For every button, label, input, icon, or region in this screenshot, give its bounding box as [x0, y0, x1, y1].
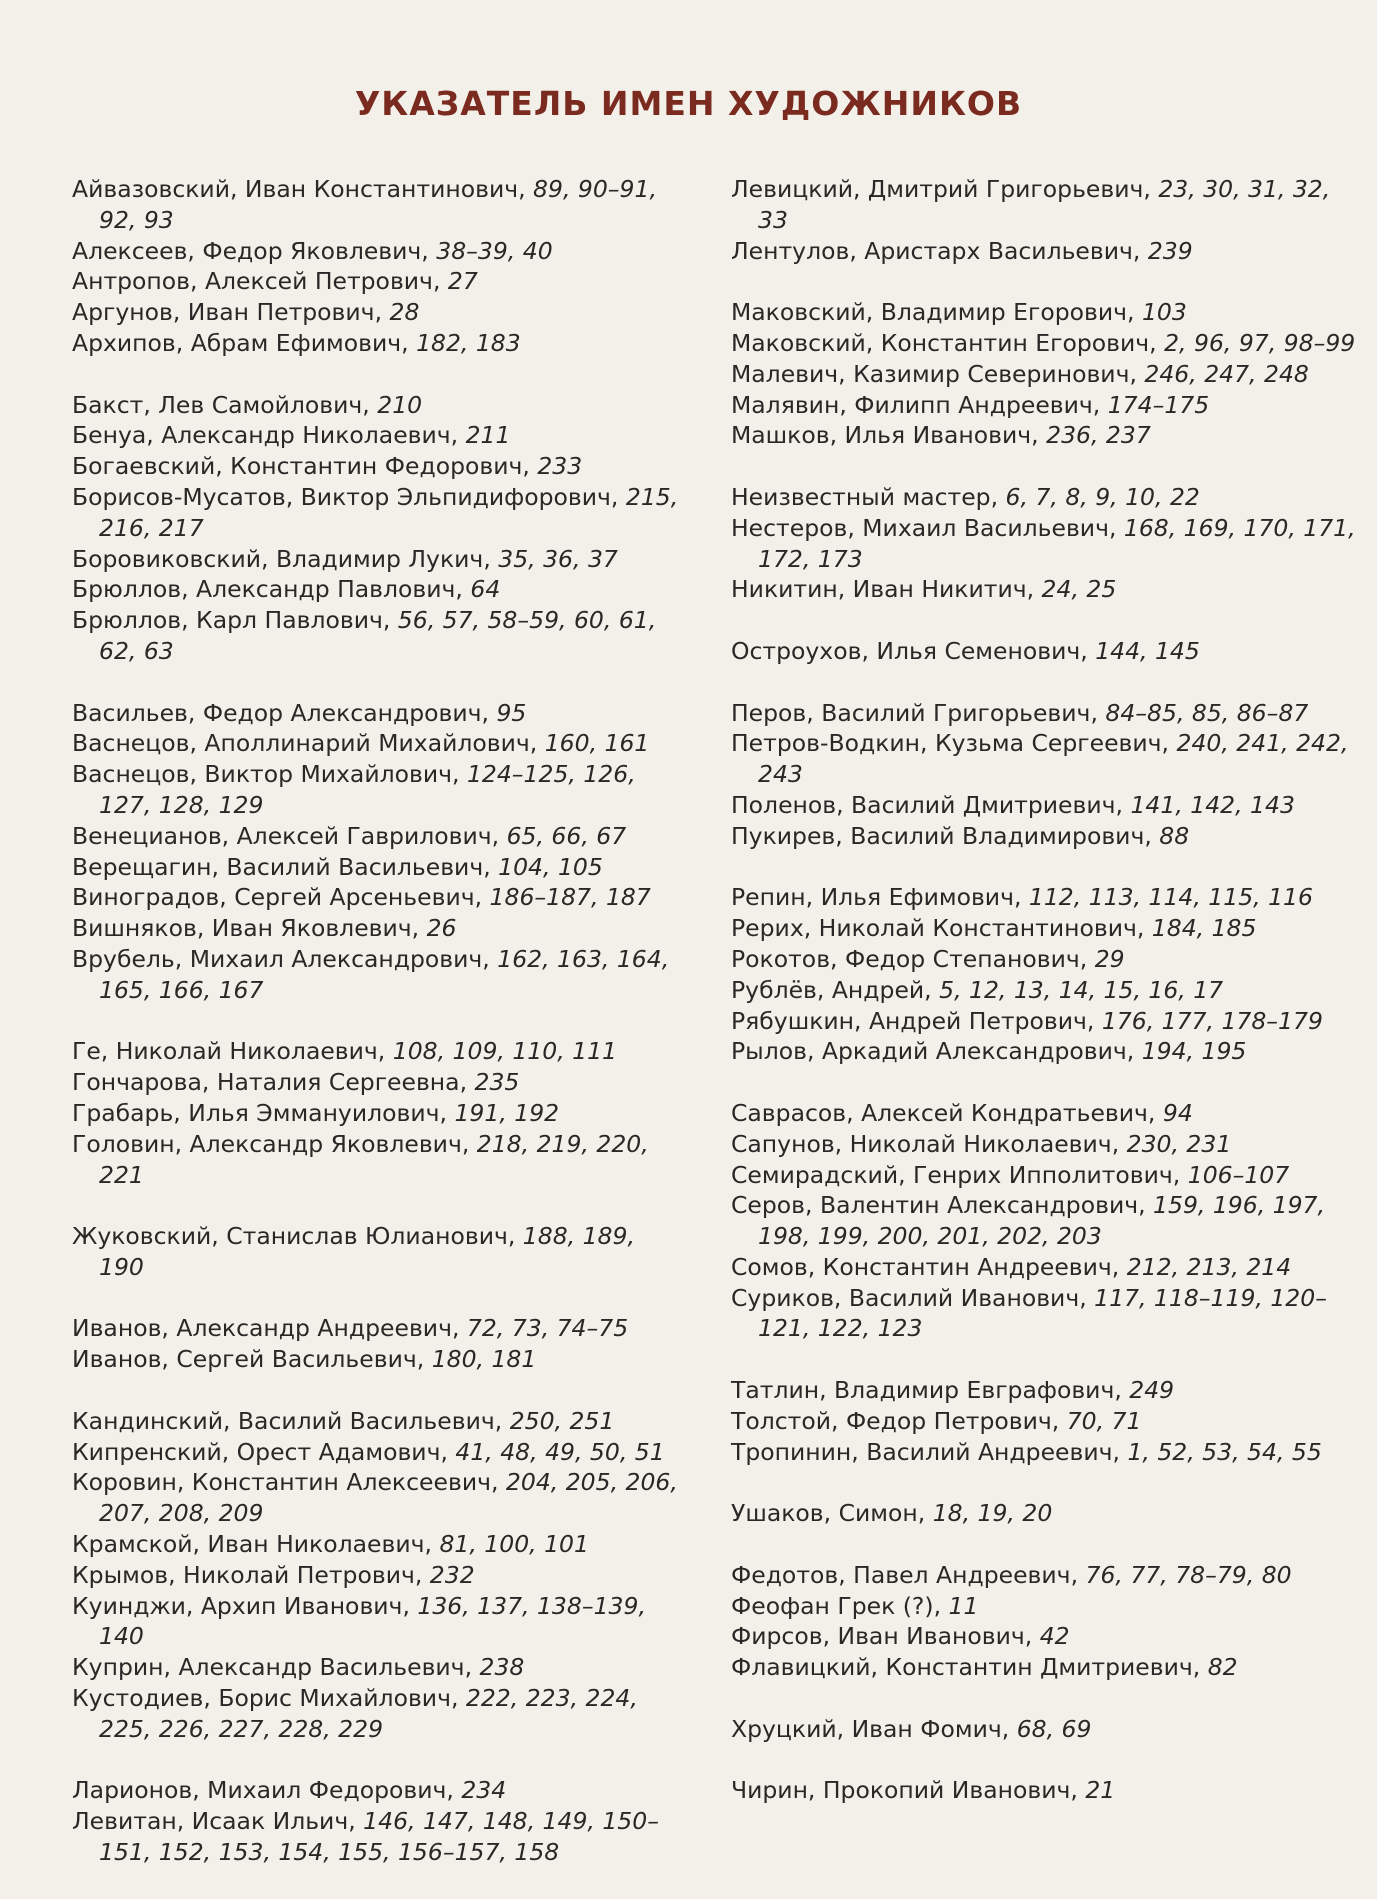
index-entry	[72, 390, 687, 421]
index-entry	[72, 1098, 687, 1129]
page-numbers: 2, 96, 97, 98–99	[1164, 328, 1356, 357]
artist-name: Жуковский, Станислав Юлианович,	[72, 1222, 523, 1251]
index-entry	[731, 1591, 1356, 1622]
page-numbers: 5, 12, 13, 14, 15, 16, 17	[939, 975, 1224, 1004]
artist-name: Федотов, Павел Андреевич,	[731, 1560, 1086, 1589]
page-numbers: 89, 90–91, 92, 93	[99, 175, 657, 234]
artist-name: Неизвестный мастер,	[731, 482, 1006, 511]
artist-name: Малявин, Филипп Андреевич,	[731, 390, 1108, 419]
artist-name: Иванов, Сергей Васильевич,	[72, 1345, 432, 1374]
artist-name: Богаевский, Константин Федорович,	[72, 452, 538, 481]
index-entry	[731, 728, 1356, 790]
letter-group	[72, 1406, 687, 1745]
index-entry	[72, 759, 687, 821]
artist-name: Ларионов, Михаил Федорович,	[72, 1776, 462, 1805]
letter-group	[731, 698, 1356, 852]
artist-name: Репин, Илья Ефимович,	[731, 883, 1029, 912]
page-numbers: 144, 145	[1095, 636, 1200, 665]
index-entry	[72, 821, 687, 852]
page-numbers: 233	[537, 452, 583, 481]
index-entry	[72, 1560, 687, 1591]
artist-name: Крымов, Николай Петрович,	[72, 1560, 430, 1589]
index-entry	[72, 544, 687, 575]
index-entry	[731, 1437, 1356, 1468]
index-entry	[72, 944, 687, 1006]
page-numbers: 11	[948, 1591, 979, 1620]
page-numbers: 64	[470, 575, 501, 604]
artist-name: Суриков, Василий Иванович,	[731, 1283, 1095, 1312]
page-numbers: 29	[1094, 944, 1125, 973]
page-numbers: 27	[447, 267, 478, 296]
page-numbers: 38–39, 40	[436, 236, 553, 265]
letter-group	[731, 1375, 1356, 1467]
index-entry	[731, 1129, 1356, 1160]
index-entry	[72, 1313, 687, 1344]
index-entry	[72, 605, 687, 667]
index-entry	[731, 390, 1356, 421]
artist-name: Венецианов, Алексей Гаврилович,	[72, 821, 507, 850]
page-numbers: 81, 100, 101	[439, 1530, 589, 1559]
page-numbers: 88	[1159, 821, 1190, 850]
page-numbers: 250, 251	[509, 1406, 615, 1435]
artist-name: Верещагин, Василий Васильевич,	[72, 852, 499, 881]
page-numbers: 24, 25	[1041, 575, 1117, 604]
index-entry	[731, 359, 1356, 390]
page-numbers: 186–187, 187	[489, 883, 651, 912]
index-entry	[731, 882, 1356, 913]
index-column-right	[731, 174, 1356, 1837]
artist-name: Ге, Николай Николаевич,	[72, 1037, 393, 1066]
page-numbers: 41, 48, 49, 50, 51	[455, 1437, 665, 1466]
index-entry	[731, 636, 1356, 667]
page-numbers: 168, 169, 170, 171, 172, 173	[758, 513, 1356, 573]
index-entry	[72, 1406, 687, 1437]
index-column-left	[72, 174, 687, 1899]
index-entry	[72, 882, 687, 913]
page-numbers: 210	[377, 390, 423, 419]
index-entry	[731, 1652, 1356, 1683]
letter-group	[731, 297, 1356, 451]
index-entry	[72, 1221, 687, 1283]
letter-group	[72, 698, 687, 1006]
page-numbers: 160, 161	[544, 729, 650, 758]
page-numbers: 28	[389, 298, 420, 327]
artist-name: Головин, Александр Яковлевич,	[72, 1129, 477, 1158]
page-numbers: 56, 57, 58–59, 60, 61, 62, 63	[99, 606, 657, 665]
index-entry	[731, 574, 1356, 605]
letter-group	[731, 882, 1356, 1067]
page-numbers: 6, 7, 8, 9, 10, 22	[1005, 482, 1200, 511]
artist-name: Саврасов, Алексей Кондратьевич,	[731, 1098, 1163, 1127]
page-numbers: 68, 69	[1016, 1714, 1092, 1743]
letter-group	[731, 1498, 1356, 1529]
page-numbers: 159, 196, 197, 198, 199, 200, 201, 202, 203	[758, 1191, 1325, 1251]
index-entry	[72, 698, 687, 729]
artist-name: Рерих, Николай Константинович,	[731, 914, 1152, 943]
letter-group	[731, 1098, 1356, 1344]
artist-name: Куприн, Александр Васильевич,	[72, 1653, 480, 1682]
artist-name: Кипренский, Орест Адамович,	[72, 1437, 456, 1466]
index-entry	[72, 1067, 687, 1098]
page-numbers: 215, 216, 217	[99, 482, 679, 542]
letter-group	[731, 482, 1356, 605]
index-entry	[731, 482, 1356, 513]
artist-name: Рокотов, Федор Степанович,	[731, 944, 1095, 973]
page-numbers: 230, 231	[1126, 1129, 1232, 1158]
artist-name: Крамской, Иван Николаевич,	[72, 1530, 440, 1559]
artist-name: Бенуа, Александр Николаевич,	[72, 421, 466, 450]
index-entry	[731, 1621, 1356, 1652]
index-entry	[731, 944, 1356, 975]
index-entry	[731, 1098, 1356, 1129]
page-numbers: 70, 71	[1066, 1406, 1142, 1435]
page-numbers: 18, 19, 20	[932, 1499, 1053, 1528]
artist-name: Брюллов, Александр Павлович,	[72, 575, 471, 604]
page-numbers: 141, 142, 143	[1130, 790, 1295, 819]
letter-group	[731, 1560, 1356, 1683]
page-numbers: 72, 73, 74–75	[466, 1314, 629, 1343]
artist-name: Боровиковский, Владимир Лукич,	[72, 544, 499, 573]
letter-group	[72, 1775, 687, 1867]
page-numbers: 21	[1085, 1776, 1116, 1805]
artist-name: Толстой, Федор Петрович,	[731, 1406, 1067, 1435]
page-numbers: 188, 189, 190	[99, 1222, 635, 1281]
page-numbers: 35, 36, 37	[498, 544, 618, 573]
page-numbers: 174–175	[1107, 390, 1210, 419]
page-numbers: 117, 118–119, 120–121, 122, 123	[758, 1283, 1327, 1343]
page-numbers: 23, 30, 31, 32, 33	[758, 175, 1331, 234]
artist-name: Машков, Илья Иванович,	[731, 421, 1047, 450]
artist-name: Феофан Грек (?),	[731, 1591, 949, 1620]
letter-group	[72, 1036, 687, 1190]
artist-name: Поленов, Василий Дмитриевич,	[731, 790, 1131, 819]
letter-group	[72, 390, 687, 667]
page-numbers: 249	[1129, 1376, 1175, 1405]
artist-name: Лентулов, Аристарх Васильевич,	[731, 236, 1148, 265]
artist-name: Татлин, Владимир Евграфович,	[731, 1376, 1130, 1405]
artist-name: Сапунов, Николай Николаевич,	[731, 1129, 1127, 1158]
index-entry	[72, 852, 687, 883]
artist-name: Флавицкий, Константин Дмитриевич,	[731, 1653, 1208, 1682]
artist-name: Борисов-Мусатов, Виктор Эльпидифорович,	[72, 482, 626, 511]
page-numbers: 234	[461, 1776, 507, 1805]
page-numbers: 236, 237	[1046, 421, 1151, 450]
index-entry	[731, 1375, 1356, 1406]
artist-name: Рябушкин, Андрей Петрович,	[731, 1006, 1102, 1035]
index-entry	[731, 1160, 1356, 1191]
index-entry	[731, 236, 1356, 267]
page-title: УКАЗАТЕЛЬ ИМЕН ХУДОЖНИКОВ	[354, 84, 1023, 123]
index-entry	[731, 174, 1356, 236]
letter-group	[72, 1221, 687, 1283]
artist-name: Врубель, Михаил Александрович,	[72, 944, 498, 973]
artist-name: Малевич, Казимир Северинович,	[731, 359, 1145, 388]
artist-name: Чирин, Прокопий Иванович,	[731, 1776, 1086, 1805]
page-numbers: 103	[1141, 298, 1187, 327]
index-entry	[731, 821, 1356, 852]
page-numbers: 194, 195	[1141, 1037, 1247, 1066]
page-numbers: 26	[426, 914, 457, 943]
artist-name: Остроухов, Илья Семенович,	[731, 636, 1096, 665]
letter-group	[72, 174, 687, 359]
artist-name: Тропинин, Василий Андреевич,	[731, 1437, 1128, 1466]
artist-name: Рублёв, Андрей,	[731, 975, 940, 1004]
artist-name: Пукирев, Василий Владимирович,	[731, 821, 1160, 850]
page-numbers: 211	[465, 421, 511, 450]
letter-group	[731, 636, 1356, 667]
page-numbers: 95	[496, 698, 527, 727]
index-entry	[731, 1560, 1356, 1591]
index-entry	[72, 1806, 687, 1868]
artist-name: Сомов, Константин Андреевич,	[731, 1252, 1127, 1281]
index-entry	[731, 1775, 1356, 1806]
artist-name: Нестеров, Михаил Васильевич,	[731, 513, 1124, 542]
page-numbers: 232	[429, 1560, 475, 1589]
index-entry	[731, 698, 1356, 729]
artist-name: Брюллов, Карл Павлович,	[72, 606, 398, 635]
letter-group	[731, 1775, 1356, 1806]
index-entry	[72, 1437, 687, 1468]
page-numbers: 84–85, 85, 86–87	[1105, 698, 1309, 727]
index-entry	[731, 328, 1356, 359]
index-entry	[731, 975, 1356, 1006]
page-numbers: 222, 223, 224, 225, 226, 227, 228, 229	[99, 1684, 638, 1743]
artist-name: Серов, Валентин Александрович,	[731, 1191, 1154, 1220]
artist-name: Грабарь, Илья Эммануилович,	[72, 1098, 455, 1127]
page-numbers: 239	[1147, 236, 1193, 265]
artist-name: Маковский, Владимир Егорович,	[731, 298, 1142, 327]
page-numbers: 82	[1207, 1653, 1238, 1682]
artist-name: Рылов, Аркадий Александрович,	[731, 1037, 1142, 1066]
page-numbers: 106–107	[1187, 1160, 1290, 1189]
artist-name: Айвазовский, Иван Константинович,	[72, 175, 534, 203]
index-entry	[72, 728, 687, 759]
index-entry	[731, 1252, 1356, 1283]
index-entry	[731, 1006, 1356, 1037]
page-numbers: 235	[474, 1068, 520, 1097]
index-entry	[72, 1529, 687, 1560]
artist-name: Фирсов, Иван Иванович,	[731, 1622, 1040, 1651]
index-entry	[72, 1467, 687, 1529]
index-entry	[731, 1036, 1356, 1067]
page-numbers: 112, 113, 114, 115, 116	[1028, 883, 1313, 912]
artist-name: Хруцкий, Иван Фомич,	[731, 1714, 1017, 1743]
page-numbers: 246, 247, 248	[1144, 359, 1309, 388]
index-entry	[72, 482, 687, 544]
page-numbers: 212, 213, 214	[1126, 1252, 1292, 1281]
index-entry	[72, 1036, 687, 1067]
artist-name: Виноградов, Сергей Арсеньевич,	[72, 883, 490, 912]
page-numbers: 76, 77, 78–79, 80	[1085, 1560, 1292, 1589]
page-numbers: 146, 147, 148, 149, 150–151, 152, 153, 154, 155, 156–157, 158	[99, 1807, 659, 1867]
page-numbers: 182, 183	[416, 328, 521, 357]
index-entry	[72, 420, 687, 451]
artist-name: Семирадский, Генрих Ипполитович,	[731, 1160, 1188, 1189]
page-numbers: 42	[1039, 1622, 1070, 1651]
index-entry	[731, 1498, 1356, 1529]
page-numbers: 176, 177, 178–179	[1101, 1006, 1323, 1035]
artist-name: Левицкий, Дмитрий Григорьевич,	[731, 175, 1159, 203]
artist-name: Никитин, Иван Никитич,	[731, 575, 1042, 604]
index-entry	[731, 1406, 1356, 1437]
index-entry	[731, 297, 1356, 328]
index-entry	[731, 1714, 1356, 1745]
artist-name: Иванов, Александр Андреевич,	[72, 1314, 467, 1343]
index-entry	[72, 913, 687, 944]
artist-name: Куинджи, Архип Иванович,	[72, 1591, 418, 1620]
page-numbers: 104, 105	[498, 852, 603, 881]
index-entry	[72, 266, 687, 297]
artist-name: Кандинский, Василий Васильевич,	[72, 1406, 510, 1435]
index-entry	[72, 1129, 687, 1191]
page-numbers: 108, 109, 110, 111	[392, 1037, 617, 1066]
artist-name: Аргунов, Иван Петрович,	[72, 298, 390, 327]
index-entry	[72, 1683, 687, 1745]
artist-name: Васильев, Федор Александрович,	[72, 698, 497, 727]
index-entry	[72, 297, 687, 328]
page-numbers: 240, 241, 242, 243	[758, 729, 1349, 789]
artist-name: Бакст, Лев Самойлович,	[72, 390, 378, 419]
artist-name: Антропов, Алексей Петрович,	[72, 267, 448, 296]
index-entry	[731, 513, 1356, 575]
artist-name: Коровин, Константин Алексеевич,	[72, 1468, 506, 1497]
index-entry	[72, 1344, 687, 1375]
page-numbers: 191, 192	[454, 1098, 560, 1127]
artist-name: Петров-Водкин, Кузьма Сергеевич,	[731, 729, 1177, 758]
artist-name: Гончарова, Наталия Сергеевна,	[72, 1068, 475, 1097]
artist-name: Васнецов, Аполлинарий Михайлович,	[72, 729, 545, 758]
index-entry	[72, 174, 687, 236]
index-entry	[731, 1283, 1356, 1345]
page-numbers: 238	[479, 1653, 525, 1682]
letter-group	[731, 174, 1356, 266]
index-entry	[72, 451, 687, 482]
artist-name: Ушаков, Симон,	[731, 1499, 933, 1528]
page-numbers: 180, 181	[431, 1345, 537, 1374]
index-entry	[731, 913, 1356, 944]
artist-name: Алексеев, Федор Яковлевич,	[72, 236, 437, 265]
artist-name: Маковский, Константин Егорович,	[731, 328, 1165, 357]
page-numbers: 136, 137, 138–139, 140	[99, 1591, 646, 1651]
index-entry	[72, 236, 687, 267]
page-numbers: 94	[1162, 1098, 1193, 1127]
page-numbers: 65, 66, 67	[506, 821, 627, 850]
letter-group	[731, 1714, 1356, 1745]
page-numbers: 184, 185	[1151, 914, 1257, 943]
page-numbers: 218, 219, 220, 221	[99, 1129, 649, 1189]
letter-group	[72, 1313, 687, 1375]
artist-name: Архипов, Абрам Ефимович,	[72, 328, 417, 357]
artist-name: Васнецов, Виктор Михайлович,	[72, 760, 467, 789]
artist-name: Перов, Василий Григорьевич,	[731, 698, 1106, 727]
page-numbers: 204, 205, 206, 207, 208, 209	[99, 1468, 678, 1528]
page-numbers: 124–125, 126, 127, 128, 129	[99, 760, 636, 819]
index-entry	[72, 1652, 687, 1683]
index-entry	[72, 574, 687, 605]
artist-name: Кустодиев, Борис Михайлович,	[72, 1684, 466, 1713]
index-entry	[72, 328, 687, 359]
page-numbers: 162, 163, 164, 165, 166, 167	[99, 944, 670, 1004]
index-entry	[731, 790, 1356, 821]
page-numbers: 1, 52, 53, 54, 55	[1127, 1437, 1322, 1466]
artist-name: Вишняков, Иван Яковлевич,	[72, 914, 427, 943]
index-entry	[731, 420, 1356, 451]
artist-name: Левитан, Исаак Ильич,	[72, 1807, 364, 1836]
index-entry	[731, 1190, 1356, 1252]
index-entry	[72, 1775, 687, 1806]
index-entry	[72, 1591, 687, 1653]
